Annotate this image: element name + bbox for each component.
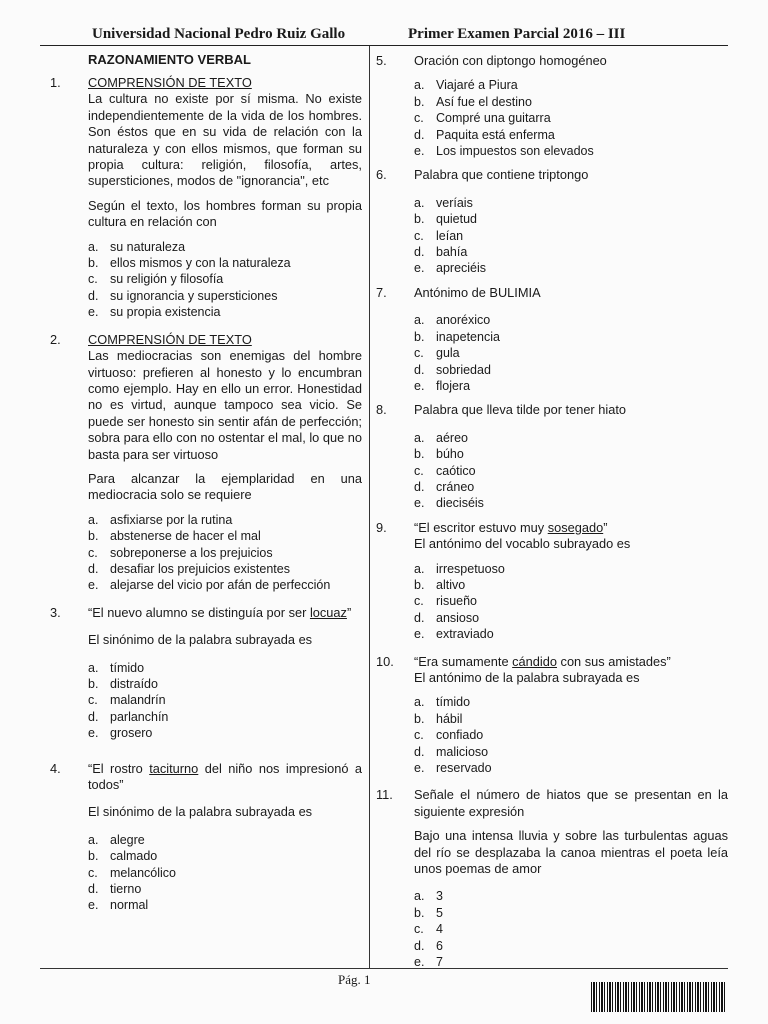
option-c: c. sobreponerse a los prejuicios — [88, 545, 273, 560]
underlined-word: taciturno — [149, 760, 199, 776]
option-a: a. asfixiarse por la rutina — [88, 512, 233, 527]
question-number: 11. — [376, 787, 393, 803]
question-number: 6. — [376, 167, 387, 183]
question-number: 8. — [376, 402, 387, 418]
question-3 — [50, 605, 362, 742]
option-list — [414, 312, 728, 394]
option-a: a. tímido — [88, 660, 145, 675]
option-e: e. su propia existencia — [88, 305, 221, 320]
question-stem: Palabra que contiene triptongo — [414, 167, 589, 183]
option-c: c. gula — [414, 346, 460, 361]
option-list — [88, 660, 362, 742]
option-list — [414, 195, 728, 277]
option-d: d. cráneo — [414, 479, 475, 494]
question-11 — [376, 787, 728, 970]
question-passage: Las mediocracias son enemigas del hombre virtuoso: prefieren al honesto y lo encumbran como ejemplo. Hay en ello un error. Honestidad no es virtud, aunque tampoco sea vicio. Se puede ser honesto sin sentir afán de perfección; sobra para ello con no ostentar el mal, lo que no basta para ser virtuoso — [88, 348, 362, 462]
question-2 — [50, 332, 362, 594]
option-e: e. Los impuestos son elevados — [414, 144, 594, 159]
option-d: d. desafiar los prejuicios existentes — [88, 561, 290, 576]
barcode-image — [591, 982, 727, 1012]
option-b: b. búho — [414, 447, 464, 462]
option-c: c. melancólico — [88, 865, 177, 880]
question-number: 5. — [376, 53, 387, 68]
option-d: d. bahía — [414, 245, 468, 260]
option-a: a. 3 — [414, 889, 443, 904]
question-number: 7. — [376, 284, 387, 300]
option-b: b. altivo — [414, 577, 466, 592]
question-1 — [50, 75, 362, 321]
header-university: Universidad Nacional Pedro Ruiz Gallo — [92, 26, 346, 42]
option-c: c. su religión y filosofía — [88, 272, 224, 287]
question-stem: “El rostro taciturno del niño nos impresionó a todos” — [88, 760, 363, 793]
option-d: d. tierno — [88, 882, 142, 897]
option-b: b. Así fue el destino — [414, 94, 532, 109]
option-b: b. distraído — [88, 677, 158, 691]
column-divider — [369, 46, 370, 968]
option-e: e. normal — [88, 898, 149, 913]
question-stem: Oración con diptongo homogéneo — [414, 53, 607, 68]
question-stem: Señale el número de hiatos que se presentan en la siguiente expresión — [414, 787, 728, 819]
option-a: a. irrespetuoso — [414, 561, 505, 576]
option-list — [414, 561, 728, 643]
question-number: 10. — [376, 653, 394, 669]
option-d: d. su ignorancia y supersticiones — [88, 288, 278, 303]
option-list — [88, 239, 362, 321]
footer-rule — [40, 968, 728, 969]
question-number: 3. — [50, 604, 61, 620]
option-b: b. ellos mismos y con la naturaleza — [88, 256, 291, 271]
option-e: e. apreciéis — [414, 261, 487, 276]
question-prompt: El antónimo del vocablo subrayado es — [414, 536, 631, 552]
option-list — [88, 512, 362, 594]
question-6 — [376, 167, 728, 276]
option-a: a. veríais — [414, 195, 473, 210]
question-7 — [376, 285, 728, 394]
header-rule — [40, 45, 728, 46]
question-9 — [376, 520, 728, 643]
option-b: b. quietud — [414, 212, 478, 227]
option-a: a. alegre — [88, 832, 145, 847]
option-e: e. grosero — [88, 726, 153, 741]
option-c: c. malandrín — [88, 693, 166, 708]
question-stem: “El nuevo alumno se distinguía por ser locuaz” — [88, 604, 352, 620]
question-8 — [376, 402, 728, 511]
left-column — [50, 52, 362, 914]
page-number: Pág. 1 — [338, 972, 371, 987]
question-5 — [376, 53, 728, 159]
option-b: b. inapetencia — [414, 329, 500, 344]
question-4 — [50, 761, 362, 914]
question-heading: COMPRENSIÓN DE TEXTO — [88, 331, 252, 347]
option-list — [414, 430, 728, 512]
option-d: d. malicioso — [414, 744, 489, 759]
question-stem: Antónimo de BULIMIA — [414, 284, 541, 300]
option-e: e. 7 — [414, 955, 443, 970]
option-a: a. anoréxico — [414, 313, 491, 328]
option-d: d. ansioso — [414, 610, 480, 625]
question-number: 1. — [50, 75, 61, 90]
option-list — [414, 888, 728, 970]
option-a: a. tímido — [414, 695, 471, 710]
question-passage: La cultura no existe por sí misma. No existe independientemente de la vida de los hombres. Son éstos que en su vida de relación con la naturaleza y con ellos mismos, que forman su propia cultura: religión, filosofía, artes, supersticiones, modos de "ignorancia", etc — [88, 91, 362, 189]
option-b: b. 5 — [414, 905, 443, 920]
question-prompt: El sinónimo de la palabra subrayada es — [88, 632, 313, 648]
option-a: a. su naturaleza — [88, 239, 186, 254]
option-e: e. extraviado — [414, 627, 494, 642]
question-stem: “Era sumamente cándido con sus amistades” — [414, 653, 671, 669]
option-e: e. reservado — [414, 761, 492, 776]
option-c: c. caótico — [414, 463, 476, 478]
option-c: c. confiado — [414, 728, 484, 743]
option-e: e. flojera — [414, 378, 471, 393]
section-title: RAZONAMIENTO VERBAL — [88, 52, 251, 67]
question-number: 4. — [50, 760, 61, 776]
option-c: c. risueño — [414, 594, 477, 609]
underlined-word: cándido — [512, 653, 557, 669]
underlined-word: locuaz — [309, 604, 347, 620]
option-d: d. 6 — [414, 938, 443, 953]
question-stem: “El escritor estuvo muy sosegado” — [414, 519, 608, 535]
option-list — [414, 694, 728, 776]
question-passage: Bajo una intensa lluvia y sobre las turbulentas aguas del río se desplazaba la canoa mientras el poeta leía unos poemas de amor — [414, 828, 728, 877]
option-c: c. leían — [414, 228, 464, 243]
question-10 — [376, 654, 728, 777]
question-prompt: Según el texto, los hombres forman su propia cultura en relación con — [88, 197, 362, 230]
option-e: e. dieciséis — [414, 496, 484, 511]
option-list — [88, 832, 362, 914]
option-list — [414, 77, 728, 159]
header-exam-title: Primer Examen Parcial 2016 – III — [408, 26, 626, 42]
option-d: d. Paquita está enferma — [414, 127, 555, 142]
option-d: d. sobriedad — [414, 362, 491, 377]
question-heading: COMPRENSIÓN DE TEXTO — [88, 75, 252, 90]
question-number: 9. — [376, 519, 387, 535]
question-prompt: Para alcanzar la ejemplaridad en una mediocracia solo se requiere — [88, 470, 362, 503]
option-c: c. 4 — [414, 922, 443, 937]
question-stem: Palabra que lleva tilde por tener hiato — [414, 402, 626, 418]
option-b: b. abstenerse de hacer el mal — [88, 529, 261, 544]
question-number: 2. — [50, 331, 61, 347]
question-prompt: El antónimo de la palabra subrayada es — [414, 670, 640, 685]
option-b: b. hábil — [414, 711, 463, 726]
option-e: e. alejarse del vicio por afán de perfección — [88, 578, 331, 593]
question-prompt: El sinónimo de la palabra subrayada es — [88, 804, 313, 820]
option-d: d. parlanchín — [88, 709, 169, 724]
option-a: a. Viajaré a Piura — [414, 78, 518, 93]
option-b: b. calmado — [88, 849, 158, 864]
right-column — [376, 53, 728, 971]
underlined-word: sosegado — [547, 519, 604, 535]
option-a: a. aéreo — [414, 430, 468, 445]
option-c: c. Compré una guitarra — [414, 111, 551, 126]
